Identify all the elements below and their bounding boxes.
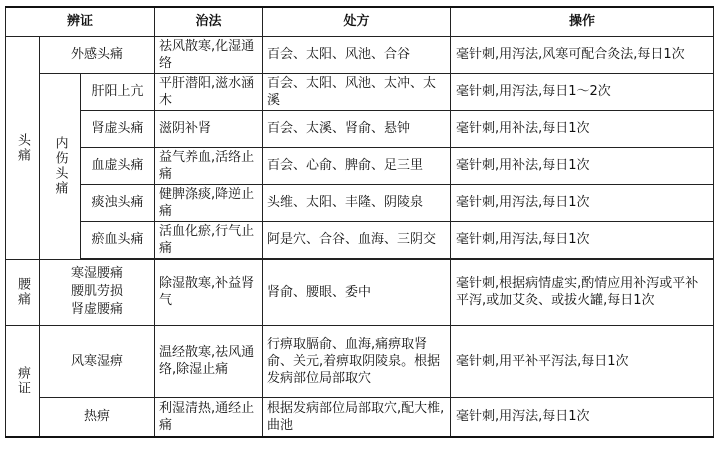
table-row [6, 221, 714, 258]
prescription-cell: 百会、太阳、风池、合谷 [263, 36, 451, 73]
treatment-cell: 平肝潜阳,滋水涵木 [155, 73, 263, 110]
operation-cell: 毫针刺,用补法,每日1次 [451, 147, 714, 184]
syndrome-name: 腰肌劳损 [70, 284, 123, 299]
operation-cell: 毫针刺,用泻法,每日1次 [451, 397, 714, 437]
prescription-cell: 阿是穴、合谷、血海、三阴交 [263, 221, 451, 258]
syndrome-name: 外感头痛 [40, 36, 155, 73]
prescription-cell: 肾俞、腰眼、委中 [263, 259, 451, 325]
category-bi: 痹证 [6, 325, 40, 437]
treatment-cell: 活血化瘀,行气止痛 [155, 221, 263, 258]
header-row [6, 7, 714, 36]
syndrome-name: 寒湿腰痛 [70, 266, 123, 281]
prescription-cell: 百会、太溪、肾俞、悬钟 [263, 110, 451, 147]
header-treatment: 治法 [155, 7, 263, 36]
acupuncture-treatment-table [5, 6, 714, 438]
treatment-cell: 健脾涤痰,降逆止痛 [155, 184, 263, 221]
header-syndrome: 辨证 [6, 7, 155, 36]
table-row [6, 184, 714, 221]
category-lumbago: 腰痛 [6, 259, 40, 325]
treatment-cell: 温经散寒,祛风通络,除湿止痛 [155, 325, 263, 397]
operation-cell: 毫针刺,用补法,每日1次 [451, 110, 714, 147]
operation-cell: 毫针刺,用泻法,每日1次 [451, 184, 714, 221]
table-row [6, 147, 714, 184]
operation-cell: 毫针刺,用平补平泻法,每日1次 [451, 325, 714, 397]
table-row [6, 36, 714, 73]
operation-cell: 毫针刺,用泻法,每日1～2次 [451, 73, 714, 110]
syndrome-name: 热痹 [40, 397, 155, 437]
header-operation: 操作 [451, 7, 714, 36]
treatment-cell: 祛风散寒,化湿通络 [155, 36, 263, 73]
syndrome-name: 肾虚头痛 [81, 110, 155, 147]
syndrome-name: 血虚头痛 [81, 147, 155, 184]
table-row [6, 110, 714, 147]
syndrome-name: 肝阳上亢 [81, 73, 155, 110]
operation-cell: 毫针刺,用泻法,风寒可配合灸法,每日1次 [451, 36, 714, 73]
table-row [6, 325, 714, 397]
syndrome-name: 痰浊头痛 [81, 184, 155, 221]
prescription-cell: 百会、心俞、脾俞、足三里 [263, 147, 451, 184]
treatment-cell: 益气养血,活络止痛 [155, 147, 263, 184]
prescription-cell: 百会、太阳、风池、太冲、太溪 [263, 73, 451, 110]
table-row [6, 73, 714, 110]
operation-cell: 毫针刺,用泻法,每日1次 [451, 221, 714, 258]
syndrome-name: 肾虚腰痛 [70, 302, 123, 317]
table-row [6, 397, 714, 437]
syndrome-name: 瘀血头痛 [81, 221, 155, 258]
prescription-cell: 行痹取膈俞、血海,痛痹取肾俞、关元,着痹取阴陵泉。根据发病部位局部取穴 [263, 325, 451, 397]
treatment-cell: 除湿散寒,补益肾气 [155, 259, 263, 325]
prescription-cell: 根据发病部位局部取穴,配大椎,曲池 [263, 397, 451, 437]
prescription-cell: 头维、太阳、丰隆、阴陵泉 [263, 184, 451, 221]
treatment-cell: 滋阴补肾 [155, 110, 263, 147]
category-headache: 头痛 [6, 36, 40, 259]
syndrome-name: 风寒湿痹 [40, 325, 155, 397]
header-prescription: 处方 [263, 7, 451, 36]
internal-headache-group: 内伤头痛 [40, 73, 81, 259]
operation-cell: 毫针刺,根据病情虚实,酌情应用补泻或平补平泻,或加艾灸、或拔火罐,每日1次 [451, 259, 714, 325]
lumbago-syndrome-names [40, 259, 155, 325]
table-container [5, 6, 713, 456]
table-row [6, 259, 714, 325]
treatment-cell: 利湿清热,通经止痛 [155, 397, 263, 437]
